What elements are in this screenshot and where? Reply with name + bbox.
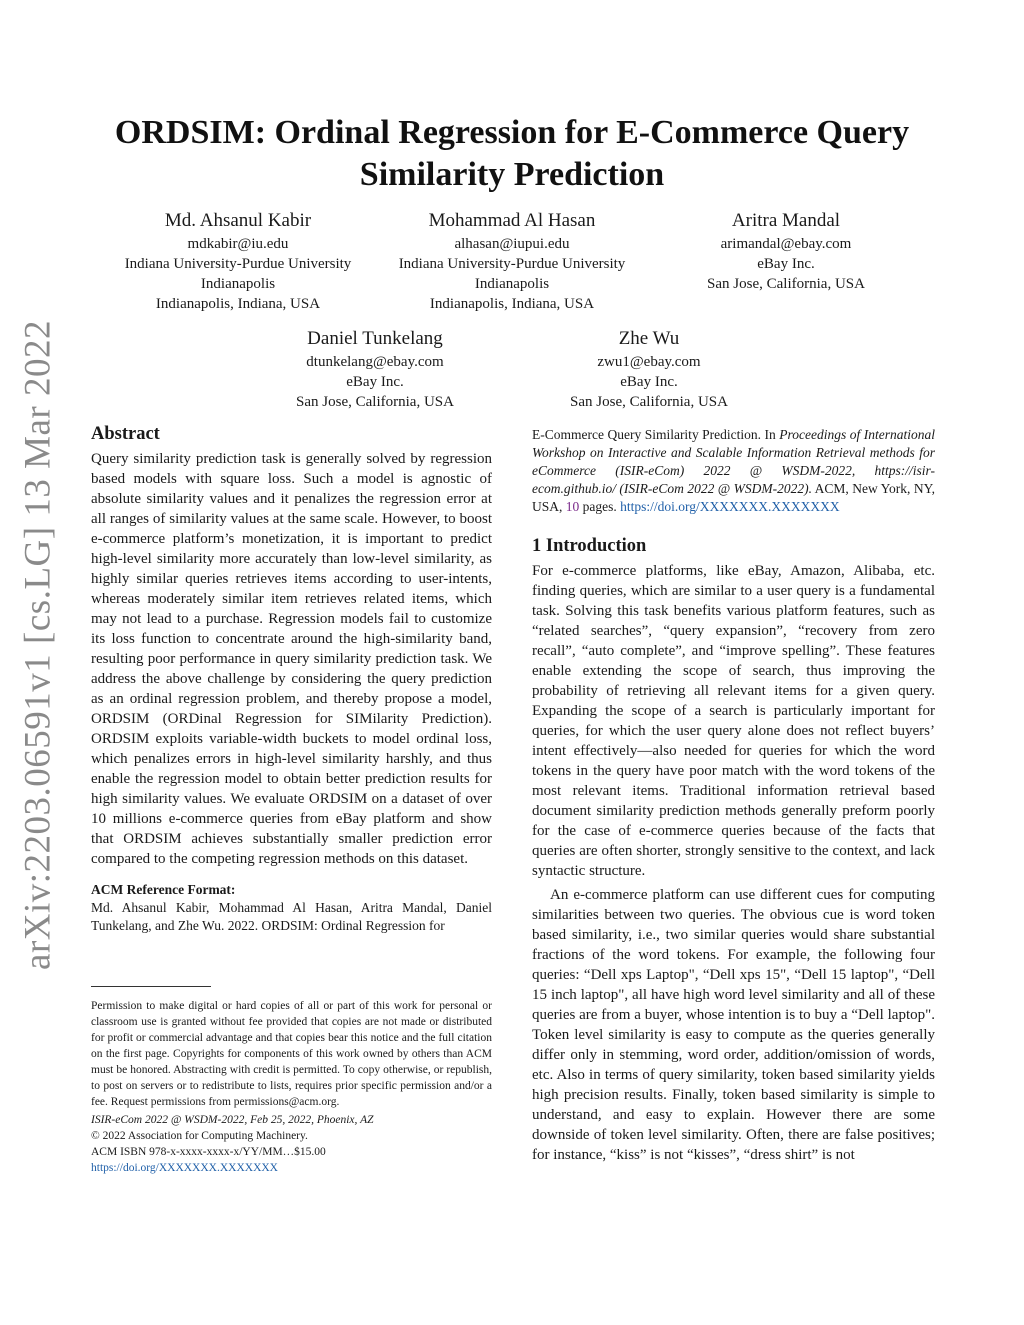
acm-ref-proceedings: Proceedings of International Workshop on Interactive and Scalable Information Retrieval methods for eCommerce (ISIR-eCom) 2022 @ WSDM-2022, https://isir-ecom.github.io/ (ISIR-eCom 2022 @ WSDM-2022).: [532, 427, 935, 496]
author-name: Aritra Mandal: [731, 210, 841, 231]
footnote-rule: [91, 986, 211, 987]
author-location: Indianapolis, Indiana, USA: [155, 296, 321, 312]
author-name: Daniel Tunkelang: [307, 328, 443, 349]
acm-ref-publisher: ACM, New York, NY, USA,: [532, 481, 935, 514]
introduction-paragraph-2: An e-commerce platform can use different cues for computing similarities between two queries. The obvious cue is word token based similarity, i.e., two similar queries would share substantial fractions of the word tokens. For example, the following four queries: “Dell xps Laptop", “Dell xps 15", “Dell 15 laptop", “Dell 15 inch laptop", all have high word level similarity and all of these queries are from a buyer, whose intention is to buy a “Dell laptop". Token level similarity is easy to compute as the queries generally differ only in stemming, word order, addition/omission of words, etc. Also in terms of query similarity, token based similarity yields high precision results. Finally, token based similarity is simple to understand, and easy to explain. However there are some downside of token level similarity. Often, there are false positives; for instance, “kiss” is not “kisses”, “dress shirt” is not: [532, 887, 935, 1163]
author-name: Zhe Wu: [618, 328, 680, 349]
isbn-line: ACM ISBN 978-x-xxxx-xxxx-x/YY/MM…$15.00: [91, 1146, 326, 1158]
permission-notice: [91, 998, 492, 1176]
author-block: [499, 326, 799, 412]
author-affiliation: eBay Inc.: [620, 374, 678, 390]
author-email: zwu1@ebay.com: [597, 354, 701, 370]
author-location: Indianapolis, Indiana, USA: [429, 296, 595, 312]
abstract-text: Query similarity prediction task is generally solved by regression based models with square loss. Such a model is agnostic of absolute similarity values and it penalizes the regression error at all ranges of similarity values at the same scale. However, to boost e-commerce platform’s monetization, it is important to predict high-level similarity more accurately than low-level similarity, as highly similar queries retrieves items according to user-intents, whereas moderately similar item retrieves related items, which may not lead to a purchase. Regression models fail to customize its loss function to concentrate around the high-similarity band, resulting poor performance in query similarity prediction task. We address the above challenge by considering the query prediction as an ordinal regression problem, and thereby propose a model, ORDSIM (ORDinal Regression for SIMilarity Prediction). ORDSIM exploits variable-width buckets to model ordinal loss, which penalizes errors in high-level similarity harshly, and thus enable the regression model to obtain better prediction results for high similarity values. We evaluate ORDSIM on a dataset of over 10 millions e-commerce queries from eBay platform and show that ORDSIM achieves substantially smaller prediction error compared to the competing regression methods on this dataset.: [91, 451, 492, 867]
acm-ref-cont-start: E-Commerce Query Similarity Prediction. In: [532, 427, 780, 442]
author-affiliation: eBay Inc.: [346, 374, 404, 390]
author-location: San Jose, California, USA: [707, 276, 865, 292]
author-block: [88, 208, 388, 314]
author-block: [362, 208, 662, 314]
author-name: Mohammad Al Hasan: [428, 210, 596, 231]
acm-reference-text: Md. Ahsanul Kabir, Mohammad Al Hasan, Aritra Mandal, Daniel Tunkelang, and Zhe Wu. 2022. ORDSIM: Ordinal Regression for: [91, 900, 492, 933]
author-affiliation: Indiana University-Purdue University: [124, 256, 352, 272]
arxiv-identifier: arXiv:2203.06591v1 [cs.LG] 13 Mar 2022: [17, 320, 59, 970]
author-block: [636, 208, 936, 294]
acm-reference-continuation: [532, 426, 935, 516]
author-name: Md. Ahsanul Kabir: [164, 210, 312, 231]
author-affiliation: eBay Inc.: [757, 256, 815, 272]
introduction-paragraph-1: For e-commerce platforms, like eBay, Amazon, Alibaba, etc. finding queries, which are similar to a user query is a fundamental task. Solving this task benefits various platform features, such as “related searches”, “query expansion”, “recovery from zero recall”, “auto complete”, and “improve spelling”. These features enable extending the scope of search, thus improving the probability of retrieving all relevant items for a given query. Expanding the scope of a search is particularly important for queries, for which the user query alone does not reflect buyers’ intent effectively—also needed for queries for which the word tokens in the query have poor match with the word tokens of the most relevant items. Traditional information retrieval based document similarity prediction methods generally preform poorly for the case of e-commerce queries because of the facts that queries are often shorter, strongly sensitive to the context, and lack syntactic structure.: [532, 563, 935, 879]
author-affiliation: Indianapolis: [200, 276, 276, 292]
page-count-link[interactable]: 10: [565, 499, 580, 514]
author-location: San Jose, California, USA: [296, 394, 454, 410]
author-email: arimandal@ebay.com: [720, 236, 852, 252]
venue-line: ISIR-eCom 2022 @ WSDM-2022, Feb 25, 2022, Phoenix, AZ: [91, 1114, 374, 1126]
author-location: San Jose, California, USA: [570, 394, 728, 410]
abstract-heading: Abstract: [91, 424, 160, 444]
acm-reference-heading: ACM Reference Format:: [91, 882, 236, 897]
paper-title: ORDSIM: Ordinal Regression for E-Commerce Query Similarity Prediction: [114, 114, 910, 193]
copyright-line: © 2022 Association for Computing Machinery.: [91, 1130, 308, 1142]
author-affiliation: Indianapolis: [474, 276, 550, 292]
author-email: alhasan@iupui.edu: [454, 236, 570, 252]
author-email: mdkabir@iu.edu: [187, 236, 289, 252]
permission-text: Permission to make digital or hard copies of all or part of this work for personal or classroom use is granted without fee provided that copies are not made or distributed for profit or commercial advantage and that copies bear this notice and the full citation on the first page. Copyrights for components of this work owned by others than ACM must be honored. Abstracting with credit is permitted. To copy otherwise, or republish, to post on servers or to redistribute to lists, requires prior specific permission and/or a fee. Request permissions from permissions@acm.org.: [91, 1000, 492, 1108]
acm-ref-doi-link[interactable]: https://doi.org/XXXXXXX.XXXXXXX: [620, 499, 840, 514]
author-block: [225, 326, 525, 412]
permission-doi-link[interactable]: https://doi.org/XXXXXXX.XXXXXXX: [91, 1162, 278, 1174]
author-affiliation: Indiana University-Purdue University: [398, 256, 626, 272]
author-email: dtunkelang@ebay.com: [306, 354, 444, 370]
left-column: [91, 422, 492, 935]
right-column: [532, 426, 935, 1165]
acm-ref-pages-suffix: pages.: [579, 499, 621, 514]
introduction-heading: 1 Introduction: [532, 536, 647, 556]
